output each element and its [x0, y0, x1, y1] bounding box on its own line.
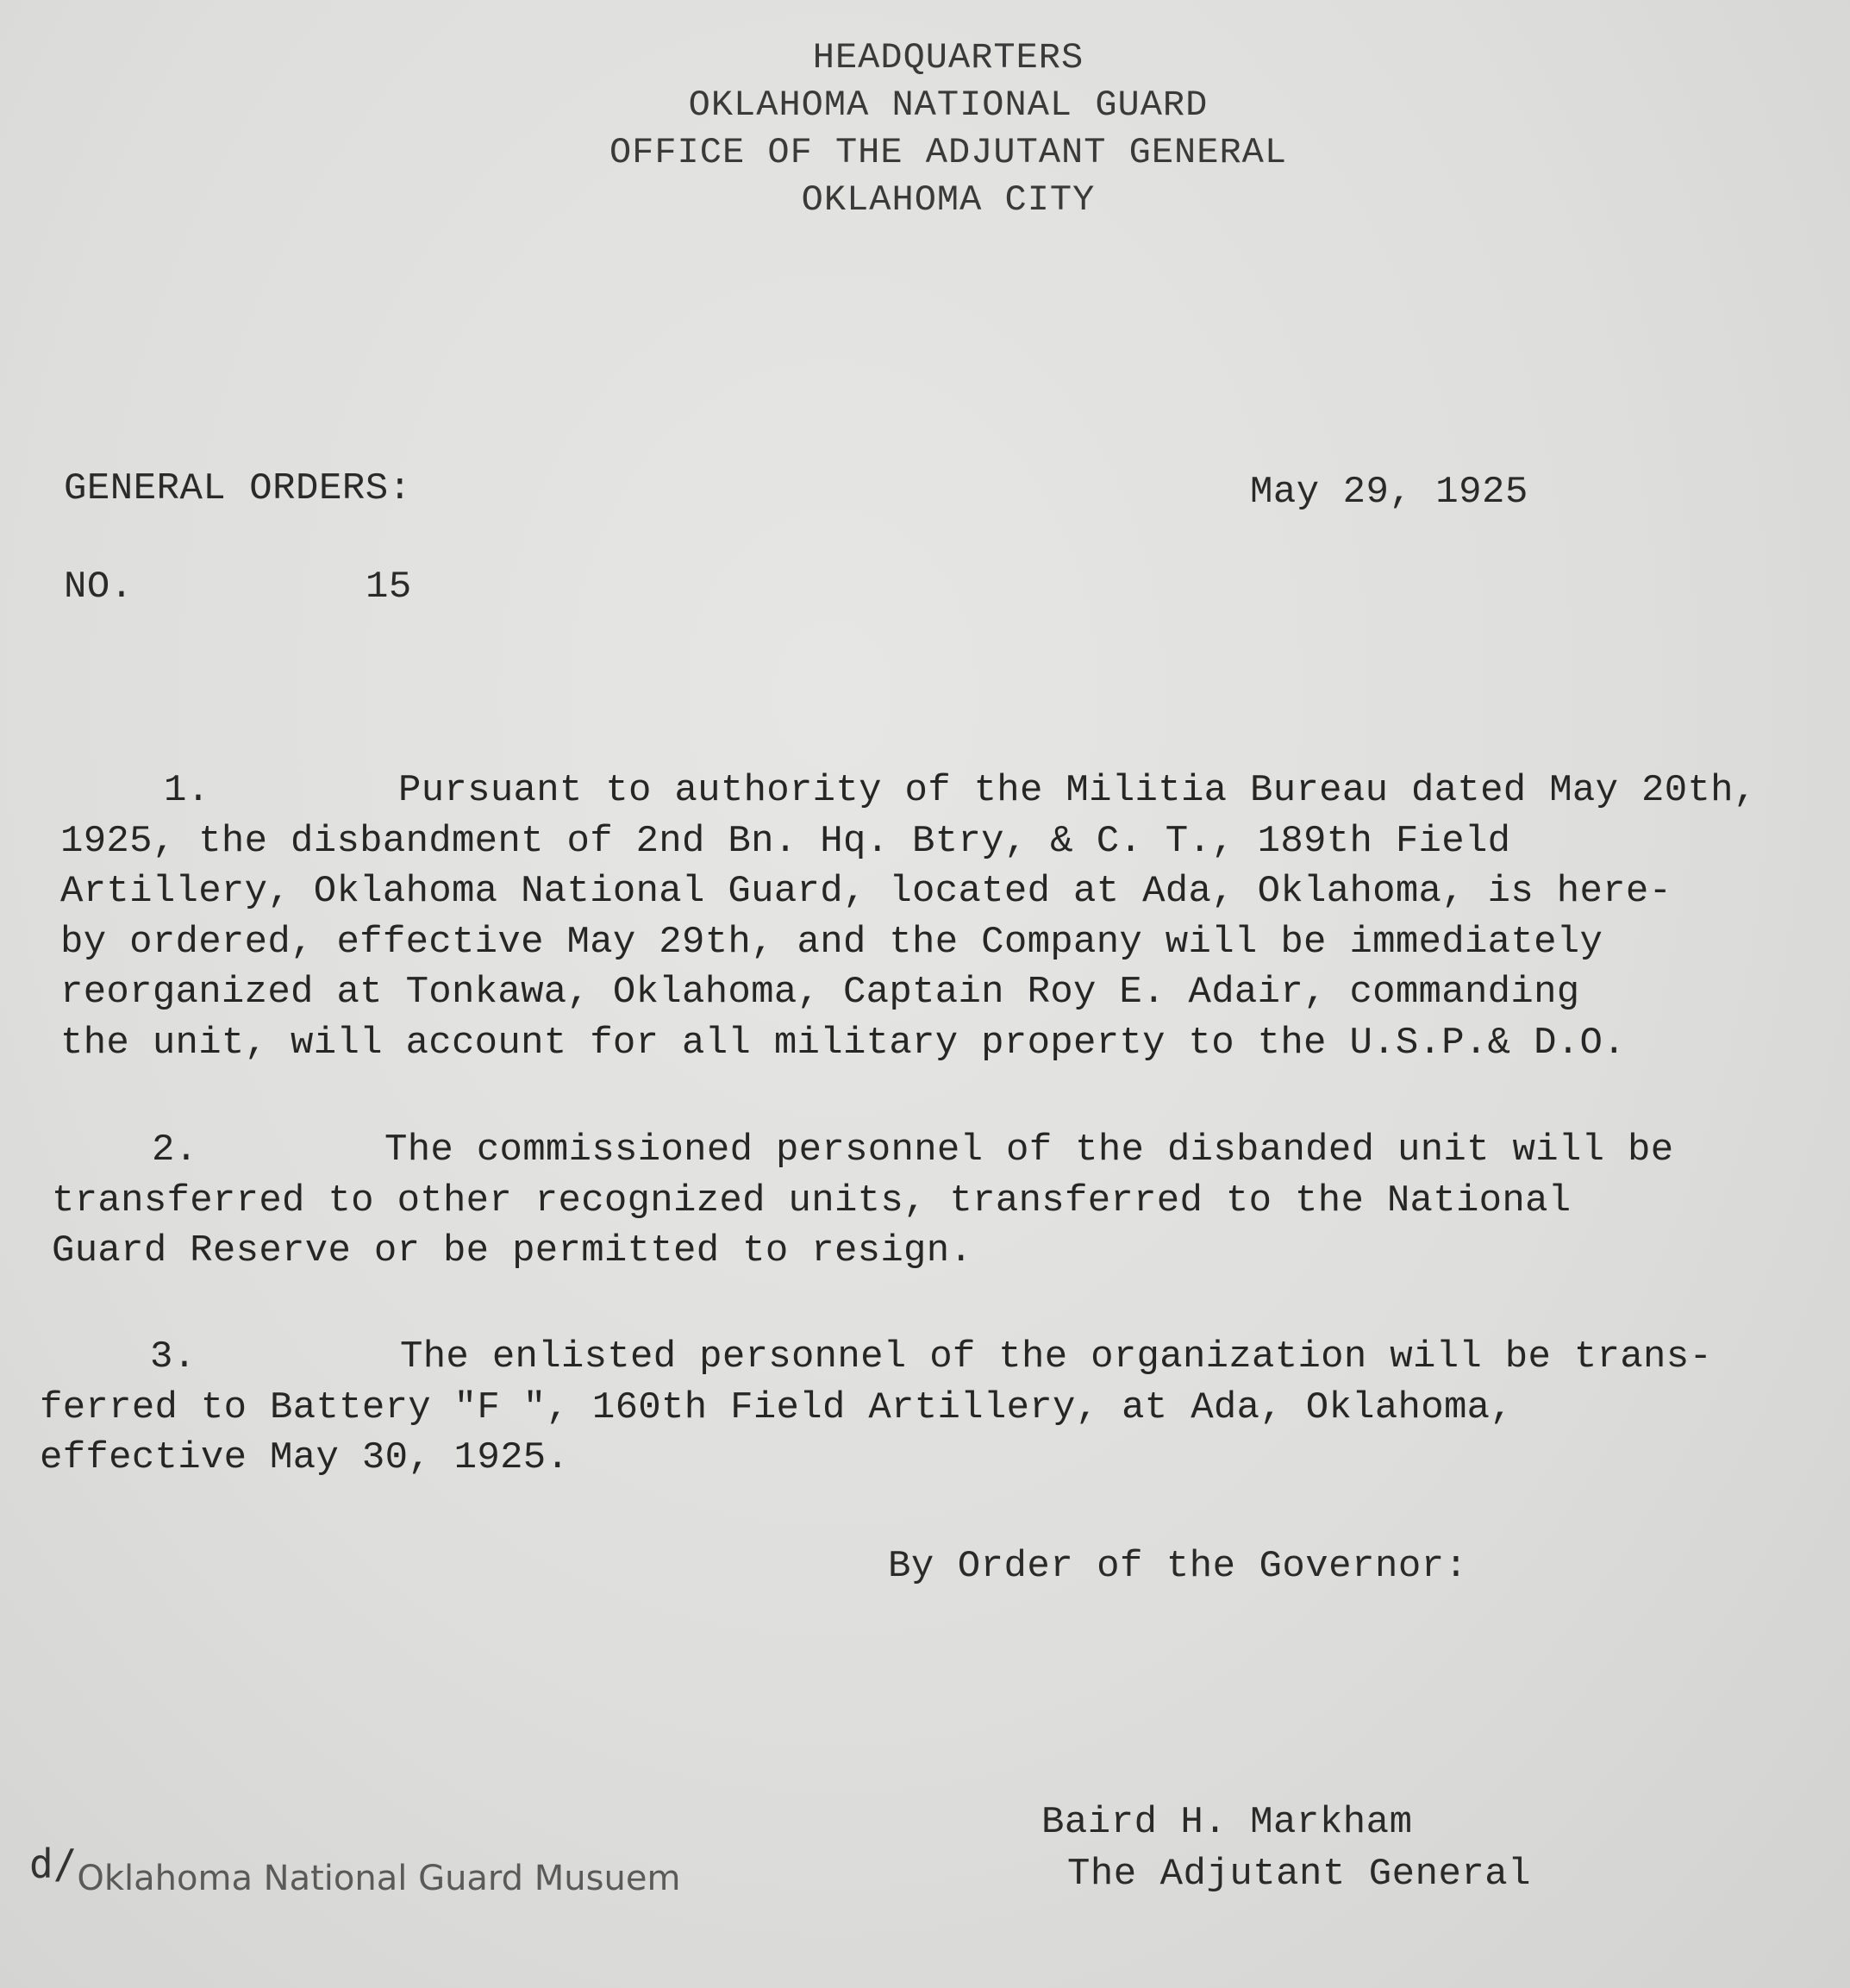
order-number-label: NO.: [64, 566, 134, 609]
paragraph-2-number: 2.: [152, 1128, 198, 1172]
paragraph-2-line-3: Guard Reserve or be permitted to resign.: [52, 1229, 973, 1272]
paragraph-3-line-2: ferred to Battery "F ", 160th Field Artillery, at Ada, Oklahoma,: [40, 1385, 1514, 1429]
order-number: 15: [366, 566, 412, 609]
paragraph-3-line-3: effective May 30, 1925.: [40, 1436, 570, 1479]
paragraph-1-line-1: Pursuant to authority of the Militia Bureau dated May 20th,: [398, 769, 1757, 812]
letterhead-line-4: OKLAHOMA CITY: [801, 179, 1096, 221]
signature-name: Baird H. Markham: [1041, 1801, 1413, 1844]
paragraph-1-number: 1.: [164, 769, 210, 812]
paragraph-1-line-4: by ordered, effective May 29th, and the Company will be immediately: [60, 920, 1603, 964]
paragraph-3-number: 3.: [150, 1335, 197, 1378]
letterhead: [517, 34, 1379, 224]
museum-watermark: [29, 1841, 680, 1898]
paragraph-2-line-2: transferred to other recognized units, transferred to the National: [52, 1178, 1572, 1222]
watermark-mark: d/: [29, 1841, 78, 1887]
letterhead-line-3: OFFICE OF THE ADJUTANT GENERAL: [609, 132, 1288, 173]
order-date: May 29, 1925: [1250, 471, 1528, 514]
general-orders-label: GENERAL ORDERS:: [64, 467, 412, 510]
watermark-text: Oklahoma National Guard Musuem: [77, 1859, 681, 1898]
paragraph-2-line-1: The commissioned personnel of the disbanded unit will be: [384, 1128, 1674, 1172]
letterhead-line-1: HEADQUARTERS: [812, 37, 1084, 78]
paragraph-1: [60, 766, 1757, 1068]
letterhead-line-2: OKLAHOMA NATIONAL GUARD: [688, 84, 1209, 126]
paragraph-3-line-1: The enlisted personnel of the organization will be trans-: [400, 1335, 1713, 1378]
paragraph-2: [52, 1125, 1673, 1277]
paragraph-1-line-3: Artillery, Oklahoma National Guard, located at Ada, Oklahoma, is here-: [60, 870, 1672, 913]
closing-line: By Order of the Governor:: [888, 1545, 1468, 1588]
paragraph-1-line-6: the unit, will account for all military property to the U.S.P.& D.O.: [60, 1021, 1626, 1065]
paragraph-1-line-2: 1925, the disbandment of 2nd Bn. Hq. Btry, & C. T., 189th Field: [60, 819, 1511, 863]
signature-title: The Adjutant General: [1067, 1853, 1532, 1896]
paragraph-3: [40, 1332, 1712, 1484]
paragraph-1-line-5: reorganized at Tonkawa, Oklahoma, Captain Roy E. Adair, commanding: [60, 971, 1580, 1014]
